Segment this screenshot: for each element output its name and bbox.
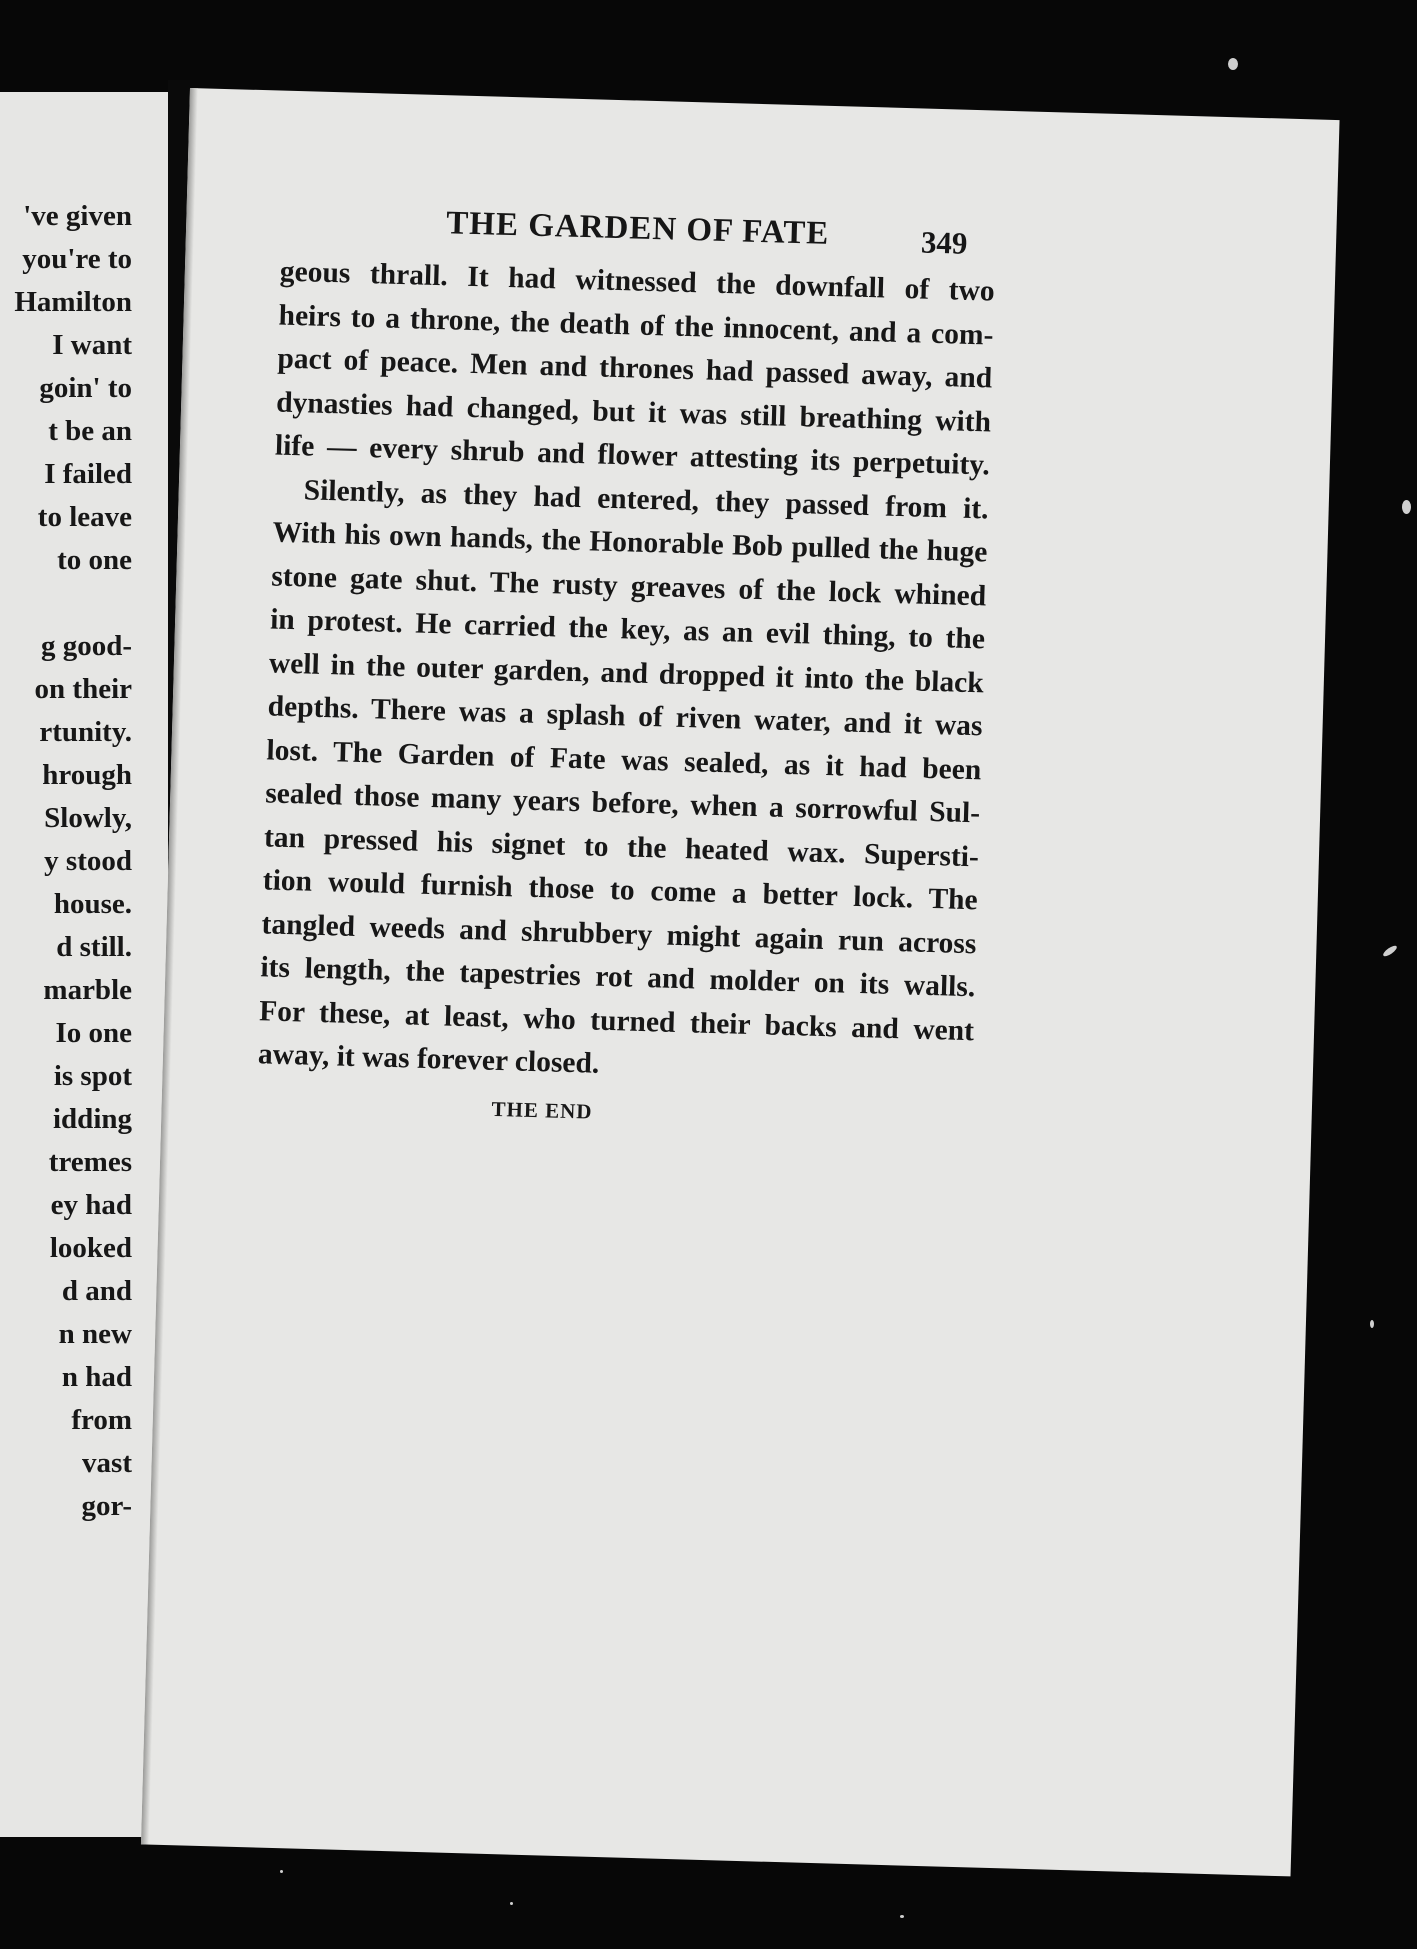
- left-page-line: rtunity.: [39, 716, 132, 748]
- left-page-line: t be an: [48, 415, 132, 447]
- left-page-line: gor-: [81, 1490, 132, 1522]
- left-page-line: y stood: [44, 845, 132, 877]
- previous-page-fragment: [0, 92, 168, 1837]
- left-page-line: on their: [34, 673, 132, 705]
- left-page-line: d still.: [56, 931, 132, 963]
- text-line: lost. The Garden of Fate was sealed, as it had been: [266, 733, 982, 786]
- dust-speck: [510, 1902, 513, 1905]
- text-line: well in the outer garden, and dropped it into the black: [268, 646, 985, 699]
- text-line: its length, the tapestries rot and molder on its walls.: [260, 951, 976, 1004]
- left-page-line: looked: [49, 1232, 132, 1264]
- left-page-line: Io one: [55, 1017, 132, 1049]
- dust-speck: [1402, 500, 1411, 514]
- text-line: With his own hands, the Honorable Bob pulled the huge: [272, 516, 988, 569]
- text-line: life — every shrub and flower attesting its perpetuity.: [274, 429, 991, 482]
- left-page-line: idding: [53, 1103, 132, 1135]
- dust-speck: [900, 1915, 904, 1918]
- left-page-line: Slowly,: [44, 802, 132, 834]
- page-body-text: [257, 251, 995, 1097]
- left-page-line: to leave: [37, 501, 132, 533]
- left-page-line: goin' to: [39, 372, 132, 404]
- running-title: THE GARDEN OF FATE: [445, 205, 830, 252]
- page-number: 349: [920, 224, 968, 261]
- dust-speck: [1382, 944, 1399, 958]
- text-line: tion would furnish those to come a better lock. The: [262, 864, 979, 917]
- left-page-line: to one: [57, 544, 132, 576]
- text-line: depths. There was a splash of riven water, and it was: [267, 690, 983, 743]
- text-line: tangled weeds and shrubbery might again run across: [261, 907, 977, 960]
- left-page-line: marble: [43, 974, 132, 1006]
- left-page-line: 've given: [23, 200, 132, 232]
- left-page-line: is spot: [53, 1060, 132, 1092]
- left-page-line: d and: [61, 1275, 132, 1307]
- left-page-line: house.: [53, 888, 132, 920]
- text-line: in protest. He carried the key, as an evil thing, to the: [269, 603, 986, 656]
- dust-speck: [1370, 1320, 1374, 1328]
- text-line: tan pressed his signet to the heated wax. Supersti-: [263, 820, 980, 873]
- text-line: dynasties had changed, but it was still breathing with: [275, 386, 992, 438]
- text-line: sealed those many years before, when a sorrowful Sul-: [264, 777, 981, 830]
- left-page-line: g good-: [40, 630, 132, 662]
- left-page-line: from: [71, 1404, 132, 1436]
- left-page-line: vast: [82, 1447, 132, 1479]
- dust-speck: [280, 1870, 283, 1873]
- text-line: geous thrall. It had witnessed the downfall of two: [279, 255, 996, 308]
- dust-speck: [1228, 58, 1238, 70]
- left-page-line: Hamilton: [14, 286, 132, 318]
- text-line: Silently, as they had entered, they passed from it.: [303, 473, 990, 525]
- text-line: heirs to a throne, the death of the innocent, and a com-: [278, 299, 994, 352]
- book-page: [141, 88, 1340, 1876]
- the-end-label: THE END: [491, 1096, 593, 1124]
- text-line: away, it was forever closed.: [257, 1038, 600, 1080]
- text-line: stone gate shut. The rusty greaves of the lock whined: [270, 559, 987, 612]
- text-line: For these, at least, who turned their backs and went: [258, 994, 975, 1047]
- left-page-line: ey had: [50, 1189, 132, 1221]
- text-line: pact of peace. Men and thrones had passed away, and: [277, 342, 993, 395]
- left-page-line: n had: [61, 1361, 132, 1393]
- left-page-line: I failed: [44, 458, 132, 490]
- left-page-line: n new: [58, 1318, 132, 1350]
- left-page-line: you're to: [22, 243, 132, 275]
- left-page-line: hrough: [42, 759, 132, 791]
- left-page-line: I want: [52, 329, 132, 361]
- left-page-line: tremes: [48, 1146, 132, 1178]
